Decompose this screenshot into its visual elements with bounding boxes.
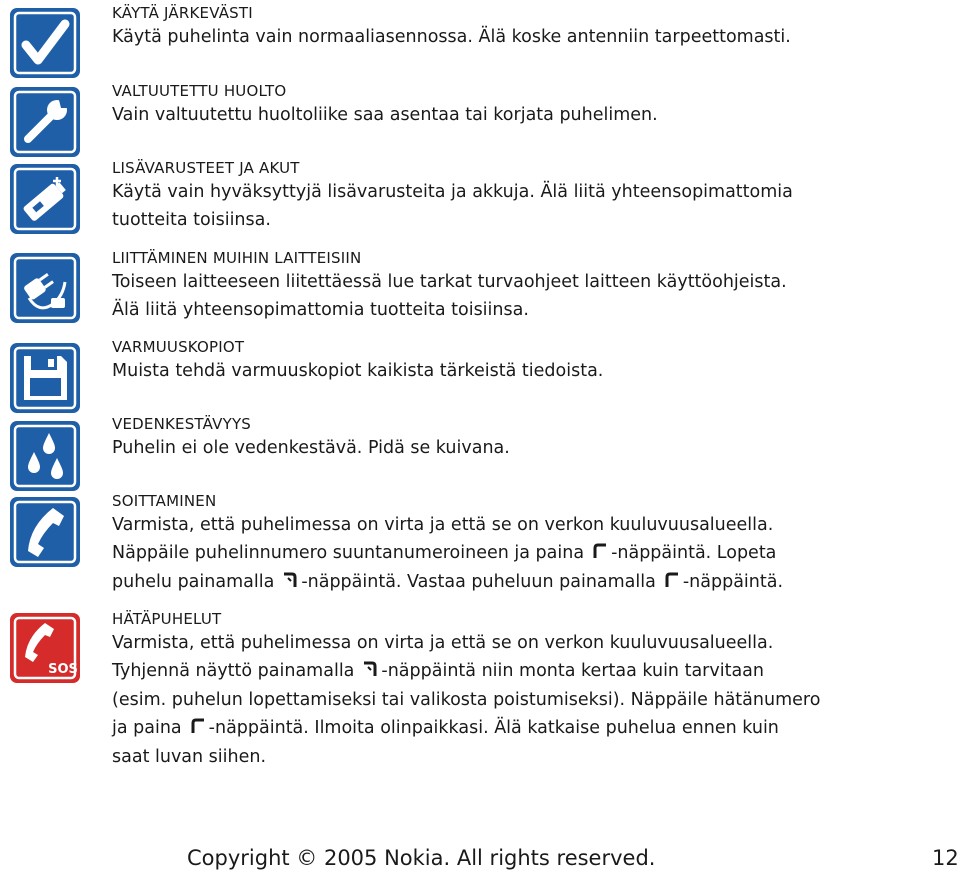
wrench-icon bbox=[9, 86, 81, 158]
text-fragment: Tyhjennä näyttö painamalla bbox=[112, 661, 355, 681]
floppy-disk-icon bbox=[9, 342, 81, 414]
sos-label: SOS bbox=[48, 662, 78, 677]
section-kayta-jarkevasti bbox=[112, 3, 932, 51]
section-text: Käytä puhelinta vain normaaliasennossa. Älä koske antenniin tarpeettomasti. bbox=[112, 27, 791, 47]
section-varmuuskopiot bbox=[112, 337, 932, 385]
section-text: Muista tehdä varmuuskopiot kaikista tärkeistä tiedoista. bbox=[112, 361, 604, 381]
section-vedenkestavyys bbox=[112, 414, 932, 462]
section-text: Puhelin ei ole vedenkestävä. Pidä se kuivana. bbox=[112, 438, 510, 458]
end-key-icon bbox=[282, 569, 298, 597]
section-liittaminen bbox=[112, 248, 932, 324]
section-text bbox=[112, 539, 932, 568]
phone-handset-icon bbox=[9, 496, 81, 568]
water-drops-icon bbox=[9, 420, 81, 492]
section-text bbox=[112, 568, 932, 597]
text-fragment: -näppäintä niin monta kertaa kuin tarvitaan bbox=[381, 661, 764, 681]
section-lisavarusteet bbox=[112, 158, 932, 234]
section-hatapuhelut bbox=[112, 609, 932, 771]
section-valtuutettu-huolto bbox=[112, 81, 932, 129]
text-fragment: puhelu painamalla bbox=[112, 572, 275, 592]
call-key-icon bbox=[664, 569, 680, 597]
text-fragment: -näppäintä. Lopeta bbox=[611, 543, 777, 563]
text-fragment: -näppäintä. bbox=[682, 572, 784, 592]
checkmark-icon bbox=[9, 7, 81, 79]
section-title: LISÄVARUSTEET JA AKUT bbox=[112, 159, 300, 177]
call-key-icon bbox=[190, 715, 206, 743]
section-text: Varmista, että puhelimessa on virta ja että se on verkon kuuluvuusalueella. bbox=[112, 515, 774, 535]
section-text: Varmista, että puhelimessa on virta ja että se on verkon kuuluvuusalueella. bbox=[112, 633, 774, 653]
section-text bbox=[112, 657, 932, 686]
section-text: Käytä vain hyväksyttyjä lisävarusteita ja akkuja. Älä liitä yhteensopimattomia bbox=[112, 182, 793, 202]
section-text: (esim. puhelun lopettamiseksi tai valikosta poistumiseksi). Näppäile hätänumero bbox=[112, 690, 821, 710]
section-text: Toiseen laitteeseen liitettäessä lue tarkat turvaohjeet laitteen käyttöohjeista. bbox=[112, 272, 787, 292]
text-fragment: -näppäintä. Vastaa puheluun painamalla bbox=[301, 572, 656, 592]
end-key-icon bbox=[362, 658, 378, 686]
plug-icon bbox=[9, 252, 81, 324]
text-fragment: Näppäile puhelinnumero suuntanumeroineen ja paina bbox=[112, 543, 585, 563]
section-title: HÄTÄPUHELUT bbox=[112, 610, 222, 628]
section-title: KÄYTÄ JÄRKEVÄSTI bbox=[112, 4, 253, 22]
page-number: 12 bbox=[932, 846, 959, 870]
section-title: VALTUUTETTU HUOLTO bbox=[112, 82, 287, 100]
copyright-notice: Copyright © 2005 Nokia. All rights reserved. bbox=[187, 846, 656, 870]
section-title: SOITTAMINEN bbox=[112, 492, 217, 510]
section-title: VARMUUSKOPIOT bbox=[112, 338, 245, 356]
section-title: LIITTÄMINEN MUIHIN LAITTEISIIN bbox=[112, 249, 362, 267]
call-key-icon bbox=[592, 540, 608, 568]
section-text: saat luvan siihen. bbox=[112, 747, 267, 767]
section-text bbox=[112, 714, 932, 743]
text-fragment: ja paina bbox=[112, 718, 182, 738]
section-text: Älä liitä yhteensopimattomia tuotteita toisiinsa. bbox=[112, 300, 529, 320]
page-footer bbox=[0, 846, 960, 878]
section-title: VEDENKESTÄVYYS bbox=[112, 415, 252, 433]
section-text: tuotteita toisiinsa. bbox=[112, 210, 271, 230]
battery-icon bbox=[9, 163, 81, 235]
text-fragment: -näppäintä. Ilmoita olinpaikkasi. Älä katkaise puhelua ennen kuin bbox=[208, 718, 779, 738]
section-soittaminen bbox=[112, 491, 932, 597]
sos-phone-icon bbox=[9, 612, 81, 684]
section-text: Vain valtuutettu huoltoliike saa asentaa tai korjata puhelimen. bbox=[112, 105, 658, 125]
